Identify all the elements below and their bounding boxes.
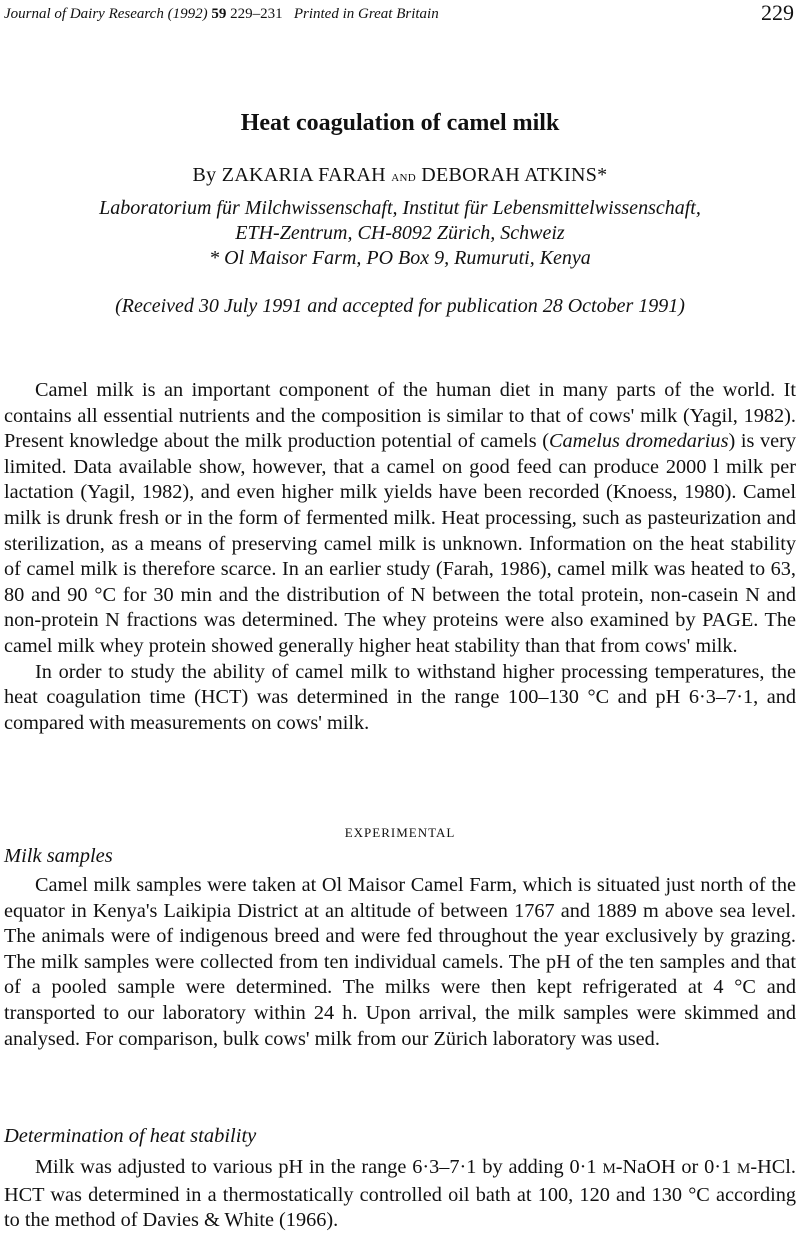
introduction <box>4 378 796 736</box>
subheading-milk-samples: Milk samples <box>4 845 113 867</box>
intro-p1-part-b: ) is very limited. Data available show, however, that a camel on good feed can produce 2000 l milk per lactation (Yagil, 1982), and even higher milk yields have been recorded (Knoess, 1980). Camel milk is drunk fresh or in the form of fermented milk. Heat processing, such as pasteurization and sterilization, as a means of preserving camel milk is unknown. Information on the heat stability of camel milk is therefore scarce. In an earlier study (Farah, 1986), camel milk was heated to 63, 80 and 90 °C for 30 min and the distribution of N between the total protein, non-casein N and non-protein N fractions was determined. The whey proteins were also examined by PAGE. The camel milk whey protein showed generally higher heat stability than that from cows' milk. <box>4 430 797 657</box>
page-number: 229 <box>761 0 794 25</box>
milk-samples-section <box>4 873 796 1052</box>
journal-pages: 229–231 <box>230 6 283 22</box>
byline-and: and <box>391 168 416 185</box>
affiliation-line-3: * Ol Maisor Farm, PO Box 9, Rumuruti, Kenya <box>209 247 591 269</box>
printed-note: Printed in Great Britain <box>293 6 439 22</box>
journal-name: Journal of Dairy Research <box>4 6 164 22</box>
heat-text-c: -HCl. HCT was determined in a thermostatically controlled oil bath at 100, 120 and 130 °C according to the method of Davies & White (1966). <box>4 1156 796 1232</box>
molar-unit-2: M <box>737 1161 751 1177</box>
heat-stability-section <box>4 1155 796 1234</box>
byline-by: By <box>192 164 217 186</box>
intro-paragraph-2: In order to study the ability of camel milk to withstand higher processing temperatures, the heat coagulation time (HCT) was determined in the range 100–130 °C and pH 6·3–7·1, and compared with measurements on cows' milk. <box>4 660 796 734</box>
article-title: Heat coagulation of camel milk <box>240 110 560 136</box>
heat-text-a: Milk was adjusted to various pH in the range 6·3–7·1 by adding 0·1 <box>35 1156 603 1178</box>
heat-stability-paragraph <box>4 1155 796 1234</box>
species-name: Camelus dromedarius <box>548 430 729 453</box>
affiliations <box>0 196 800 271</box>
intro-p1-part-a: Camel milk is an important component of the human diet in many parts of the world. It contains all essential nutrients and the composition is similar to that of cows' milk (Yagil, 1982). Present knowledge about the milk production potential of camels ( <box>4 379 796 453</box>
author-1: ZAKARIA FARAH <box>221 164 386 186</box>
subheading-heat-stability: Determination of heat stability <box>4 1125 257 1147</box>
journal-volume: 59 <box>211 6 227 22</box>
affiliation-line-1: Laboratorium für Milchwissenschaft, Institut für Lebensmittelwissenschaft, <box>99 197 701 219</box>
running-head <box>4 5 794 23</box>
journal-year: (1992) <box>167 6 208 22</box>
intro-paragraph-1 <box>4 378 796 660</box>
affiliation-line-2: ETH-Zentrum, CH-8092 Zürich, Schweiz <box>235 222 565 244</box>
molar-unit-1: M <box>602 1161 616 1177</box>
author-2: DEBORAH ATKINS* <box>421 164 608 186</box>
heat-text-b: -NaOH or 0·1 <box>615 1156 738 1178</box>
section-heading-experimental: EXPERIMENTAL <box>344 825 456 840</box>
received-dates: (Received 30 July 1991 and accepted for publication 28 October 1991) <box>115 295 685 317</box>
byline <box>0 163 800 189</box>
milk-samples-paragraph: Camel milk samples were taken at Ol Maisor Camel Farm, which is situated just north of the equator in Kenya's Laikipia District at an altitude of between 1767 and 1889 m above sea level. The animals were of indigenous breed and were fed throughout the year exclusively by grazing. The milk samples were collected from ten individual camels. The pH of the ten samples and that of a pooled sample were determined. The milks were then kept refrigerated at 4 °C and transported to our laboratory within 24 h. Upon arrival, the milk samples were skimmed and analysed. For comparison, bulk cows' milk from our Zürich laboratory was used. <box>4 874 796 1050</box>
